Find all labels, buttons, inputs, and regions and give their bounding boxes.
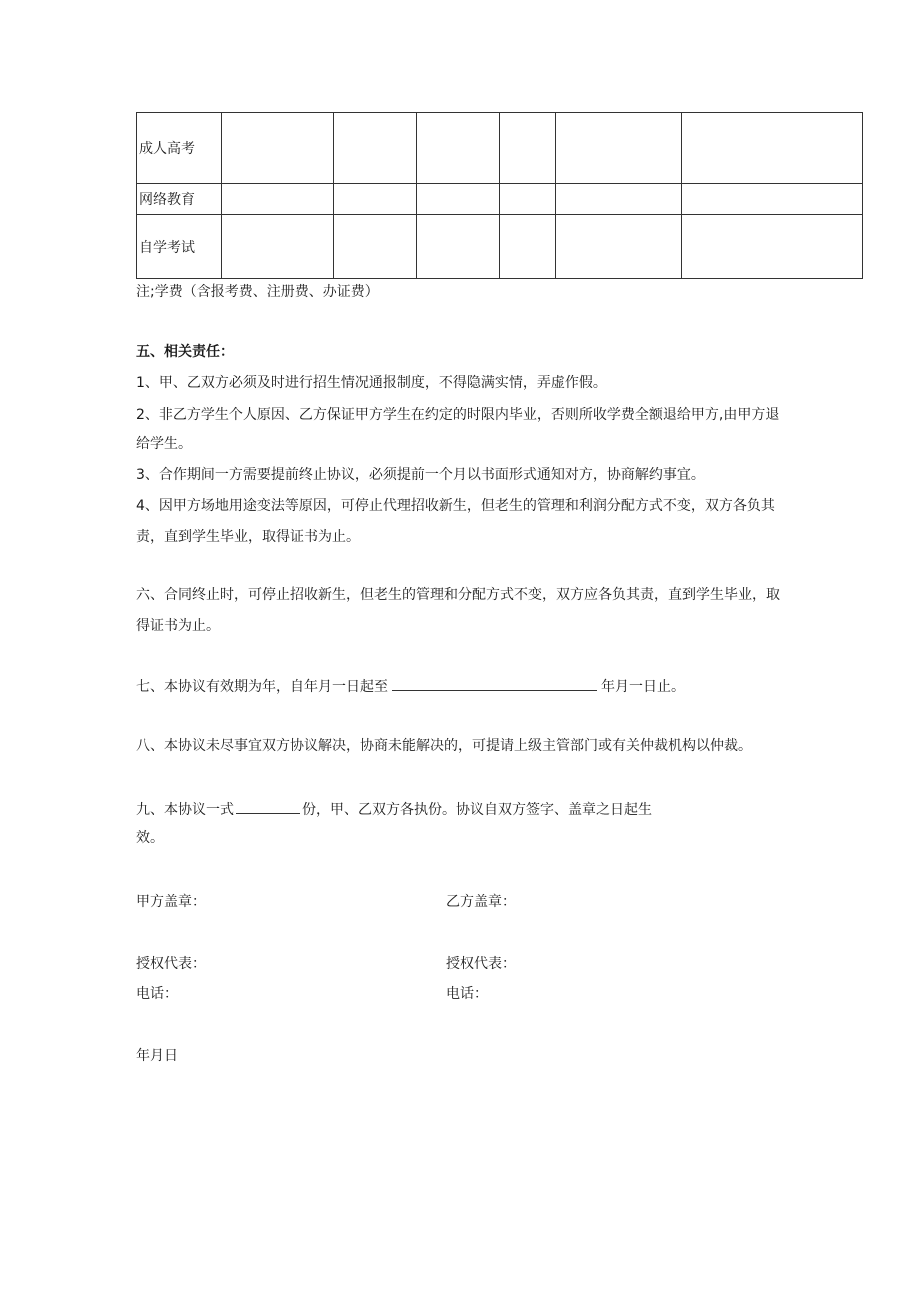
row-label: 成人高考 <box>137 113 222 184</box>
table-cell <box>222 184 334 215</box>
section-9-text-end: 份，甲、乙双方各执份。协议自双方签字、盖章之日起生 <box>302 802 652 818</box>
table-cell <box>556 215 682 279</box>
row-label: 网络教育 <box>137 184 222 215</box>
section-5-item-2-cont: 给学生。 <box>136 436 192 452</box>
copies-blank[interactable] <box>236 799 300 814</box>
party-b-seal: 乙方盖章： <box>446 894 516 910</box>
party-b-rep: 授权代表： <box>446 956 516 972</box>
table-row <box>137 113 863 184</box>
section-5-item-1: 1、甲、乙双方必须及时进行招生情况通报制度，不得隐满实情，弄虚作假。 <box>136 375 607 391</box>
party-a-seal: 甲方盖章： <box>136 894 206 910</box>
section-5-item-4: 4、因甲方场地用途变法等原因，可停止代理招收新生，但老生的管理和利润分配方式不变，双方各负其 <box>136 498 775 514</box>
table-row <box>137 215 863 279</box>
table-cell <box>500 113 556 184</box>
section-9-cont: 效。 <box>136 830 164 846</box>
term-end-blank[interactable] <box>392 676 597 691</box>
section-9-text: 九、本协议一式 <box>136 802 234 818</box>
section-7-text: 七、本协议有效期为年，自年月一日起至 <box>136 679 388 695</box>
party-b-phone: 电话： <box>446 986 488 1002</box>
section-6-cont: 得证书为止。 <box>136 618 220 634</box>
table-note: 注;学费（含报考费、注册费、办证费） <box>136 284 379 300</box>
section-5-item-4-cont: 责，直到学生毕业，取得证书为止。 <box>136 529 360 545</box>
enrollment-table <box>136 112 863 279</box>
table-cell <box>334 184 417 215</box>
table-cell <box>334 113 417 184</box>
table-row <box>137 184 863 215</box>
section-8: 八、本协议未尽事宜双方协议解决，协商未能解决的，可提请上级主管部门或有关仲裁机构以仲裁。 <box>136 738 752 754</box>
section-6: 六、合同终止时，可停止招收新生，但老生的管理和分配方式不变，双方应各负其责，直到学生毕业，取 <box>136 587 780 603</box>
table-cell <box>222 113 334 184</box>
table-cell <box>500 215 556 279</box>
section-5-title: 五、相关责任： <box>136 344 234 360</box>
row-label: 自学考试 <box>137 215 222 279</box>
table-cell <box>222 215 334 279</box>
section-5-item-2: 2、非乙方学生个人原因、乙方保证甲方学生在约定的时限内毕业，否则所收学费全额退给甲方,由甲方退 <box>136 407 780 423</box>
table-cell <box>556 113 682 184</box>
table-cell <box>334 215 417 279</box>
section-7-text-end: 年月一日止。 <box>601 679 685 695</box>
party-a-rep: 授权代表： <box>136 956 206 972</box>
table-cell <box>417 113 500 184</box>
table-cell <box>417 184 500 215</box>
table-cell <box>417 215 500 279</box>
table-cell <box>682 215 863 279</box>
party-a-phone: 电话： <box>136 986 178 1002</box>
signing-date: 年月日 <box>136 1048 178 1064</box>
section-5-item-3: 3、合作期间一方需要提前终止协议，必须提前一个月以书面形式通知对方，协商解约事宜。 <box>136 467 705 483</box>
table-cell <box>682 184 863 215</box>
section-7 <box>136 676 685 697</box>
table-cell <box>556 184 682 215</box>
section-9 <box>136 799 652 820</box>
table-cell <box>500 184 556 215</box>
table-cell <box>682 113 863 184</box>
